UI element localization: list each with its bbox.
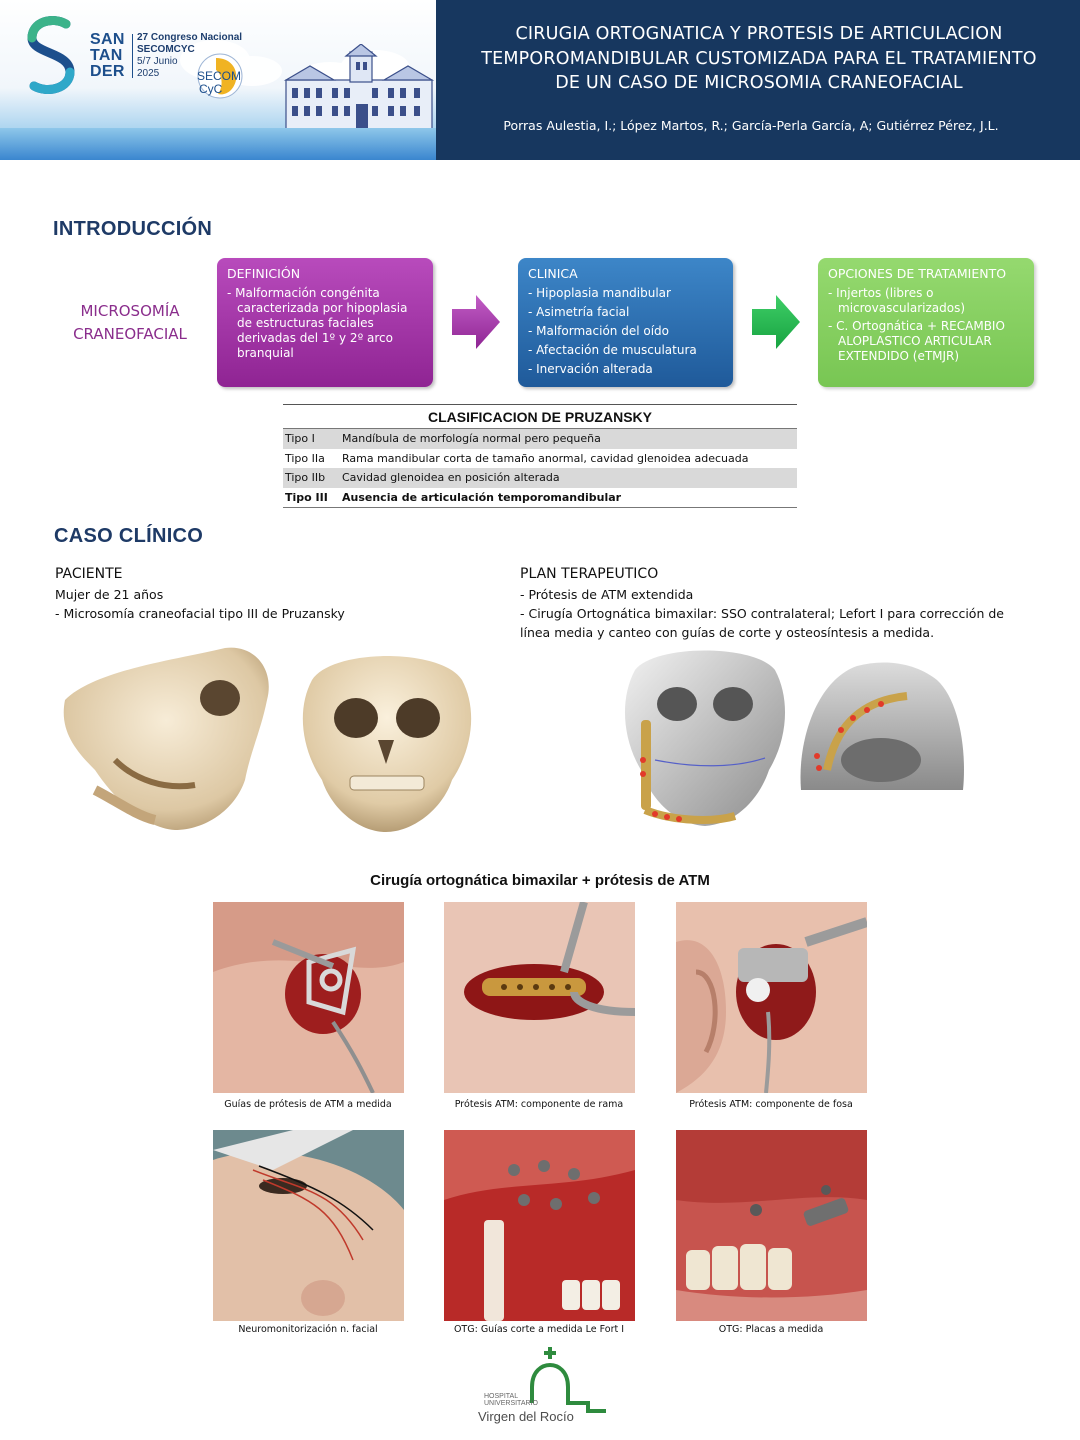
secom-wordmark: SECOM CyC — [197, 69, 242, 96]
pruzansky-type: Tipo III — [283, 488, 340, 508]
clinica-item: - Hipoplasia mandibular — [528, 286, 671, 300]
patient-title: PACIENTE — [55, 566, 123, 582]
surgery-photo-tmj-guide — [213, 902, 404, 1093]
clinica-title: CLINICA — [528, 266, 578, 281]
arrow-right-icon — [752, 295, 800, 349]
caption-ramus-component: Prótesis ATM: componente de rama — [454, 1099, 624, 1110]
treatment-options-box — [818, 258, 1034, 387]
table-row — [283, 488, 797, 508]
clinica-list — [528, 286, 723, 377]
hospital-small-label: HOSPITAL UNIVERSITARIO — [484, 1393, 538, 1407]
skull-frontal-ct-image — [292, 640, 480, 835]
pruzansky-table — [283, 404, 797, 508]
clinica-item: - Malformación del oído — [528, 324, 669, 338]
definition-title: DEFINICIÓN — [227, 266, 301, 281]
surgical-plan-frontal-image — [615, 640, 793, 830]
definition-box — [217, 258, 433, 387]
treatment-option-item: - Injertos (libres o microvascularizados) — [828, 286, 966, 315]
poster-authors: Porras Aulestia, I.; López Martos, R.; García-Perla García, A; Gutiérrez Pérez, J.L. — [503, 118, 999, 133]
banner-ground — [0, 128, 436, 160]
intro-heading: INTRODUCCIÓN — [53, 218, 213, 240]
table-row — [283, 449, 797, 469]
table-row — [283, 468, 797, 488]
pruzansky-type: Tipo IIb — [283, 468, 340, 488]
definition-list — [227, 286, 423, 361]
pruzansky-desc: Ausencia de articulación temporomandibular — [340, 488, 797, 508]
definition-item: - Malformación congénita caracterizada por hipoplasia de estructuras faciales derivadas del 1º y 2º arco branquial — [227, 286, 408, 360]
clinica-box — [518, 258, 733, 387]
palace-illustration — [280, 44, 436, 132]
congress-banner — [0, 0, 436, 160]
arrow-right-icon — [452, 295, 500, 349]
surgery-photo-neuromonitoring — [213, 1130, 404, 1321]
pruzansky-title: CLASIFICACION DE PRUZANSKY — [283, 405, 797, 429]
clinica-item: - Asimetría facial — [528, 305, 630, 319]
plan-text: - Prótesis de ATM extendida - Cirugía Ortognática bimaxilar: SSO contralateral; Lefort I para corrección de línea media y canteo con guías de corte y osteosíntesis a medida. — [520, 587, 1004, 640]
pruzansky-type: Tipo I — [283, 429, 340, 449]
case-heading: CASO CLÍNICO — [54, 525, 204, 547]
surgery-photo-custom-plates — [676, 1130, 867, 1321]
congress-info: 27 Congreso Nacional SECOMCYC 5/7 Junio 2025 — [137, 32, 243, 79]
caption-fossa-component: Prótesis ATM: componente de fosa — [689, 1099, 853, 1110]
caption-neuromonitoring: Neuromonitorización n. facial — [238, 1324, 378, 1335]
surgery-photo-ramus-component — [444, 902, 635, 1093]
pruzansky-desc: Mandíbula de morfología normal pero pequeña — [340, 429, 797, 449]
surgery-photo-fossa-component — [676, 902, 867, 1093]
pruzansky-desc: Rama mandibular corta de tamaño anormal, cavidad glenoidea adecuada — [342, 451, 749, 465]
treatment-option-item: - C. Ortognática + RECAMBIO ALOPLASTICO ARTICULAR EXTENDIDO (eTMJR) — [828, 319, 1005, 363]
table-row — [283, 429, 797, 449]
skull-lateral-ct-image — [55, 640, 280, 835]
clinica-item: - Afectación de musculatura — [528, 343, 697, 357]
surgery-photo-lefort-guide — [444, 1130, 635, 1321]
topic-label: MICROSOMÍA CRANEOFACIAL — [73, 302, 187, 343]
caption-lefort-guide: OTG: Guías corte a medida Le Fort I — [453, 1324, 625, 1335]
santander-wordmark: SAN TAN DER — [90, 31, 125, 80]
clinica-item: - Inervación alterada — [528, 362, 653, 376]
caption-custom-plates: OTG: Placas a medida — [718, 1324, 824, 1335]
surgery-heading: Cirugía ortognática bimaxilar + prótesis de ATM — [370, 872, 710, 889]
poster-header — [0, 0, 1080, 160]
treatment-options-title: OPCIONES DE TRATAMIENTO — [828, 266, 1007, 281]
surgical-plan-basal-image — [797, 660, 967, 802]
patient-text: Mujer de 21 años - Microsomía craneofacial tipo III de Pruzansky — [55, 587, 345, 621]
poster-title: CIRUGIA ORTOGNATICA Y PROTESIS DE ARTICULACION TEMPOROMANDIBULAR CUSTOMIZADA PARA EL TRATAMIENTO DE UN CASO DE MICROSOMIA CRANEOFACIAL — [481, 24, 1037, 93]
caption-tmj-guide: Guías de prótesis de ATM a medida — [224, 1099, 392, 1110]
pruzansky-type: Tipo IIa — [285, 451, 325, 465]
plan-title: PLAN TERAPEUTICO — [520, 566, 659, 582]
logo-divider — [132, 34, 133, 78]
santander-s-logo — [22, 14, 80, 96]
treatment-options-list — [828, 286, 1024, 364]
hospital-name: Virgen del Rocío — [478, 1409, 574, 1424]
pruzansky-desc: Cavidad glenoidea en posición alterada — [340, 468, 797, 488]
